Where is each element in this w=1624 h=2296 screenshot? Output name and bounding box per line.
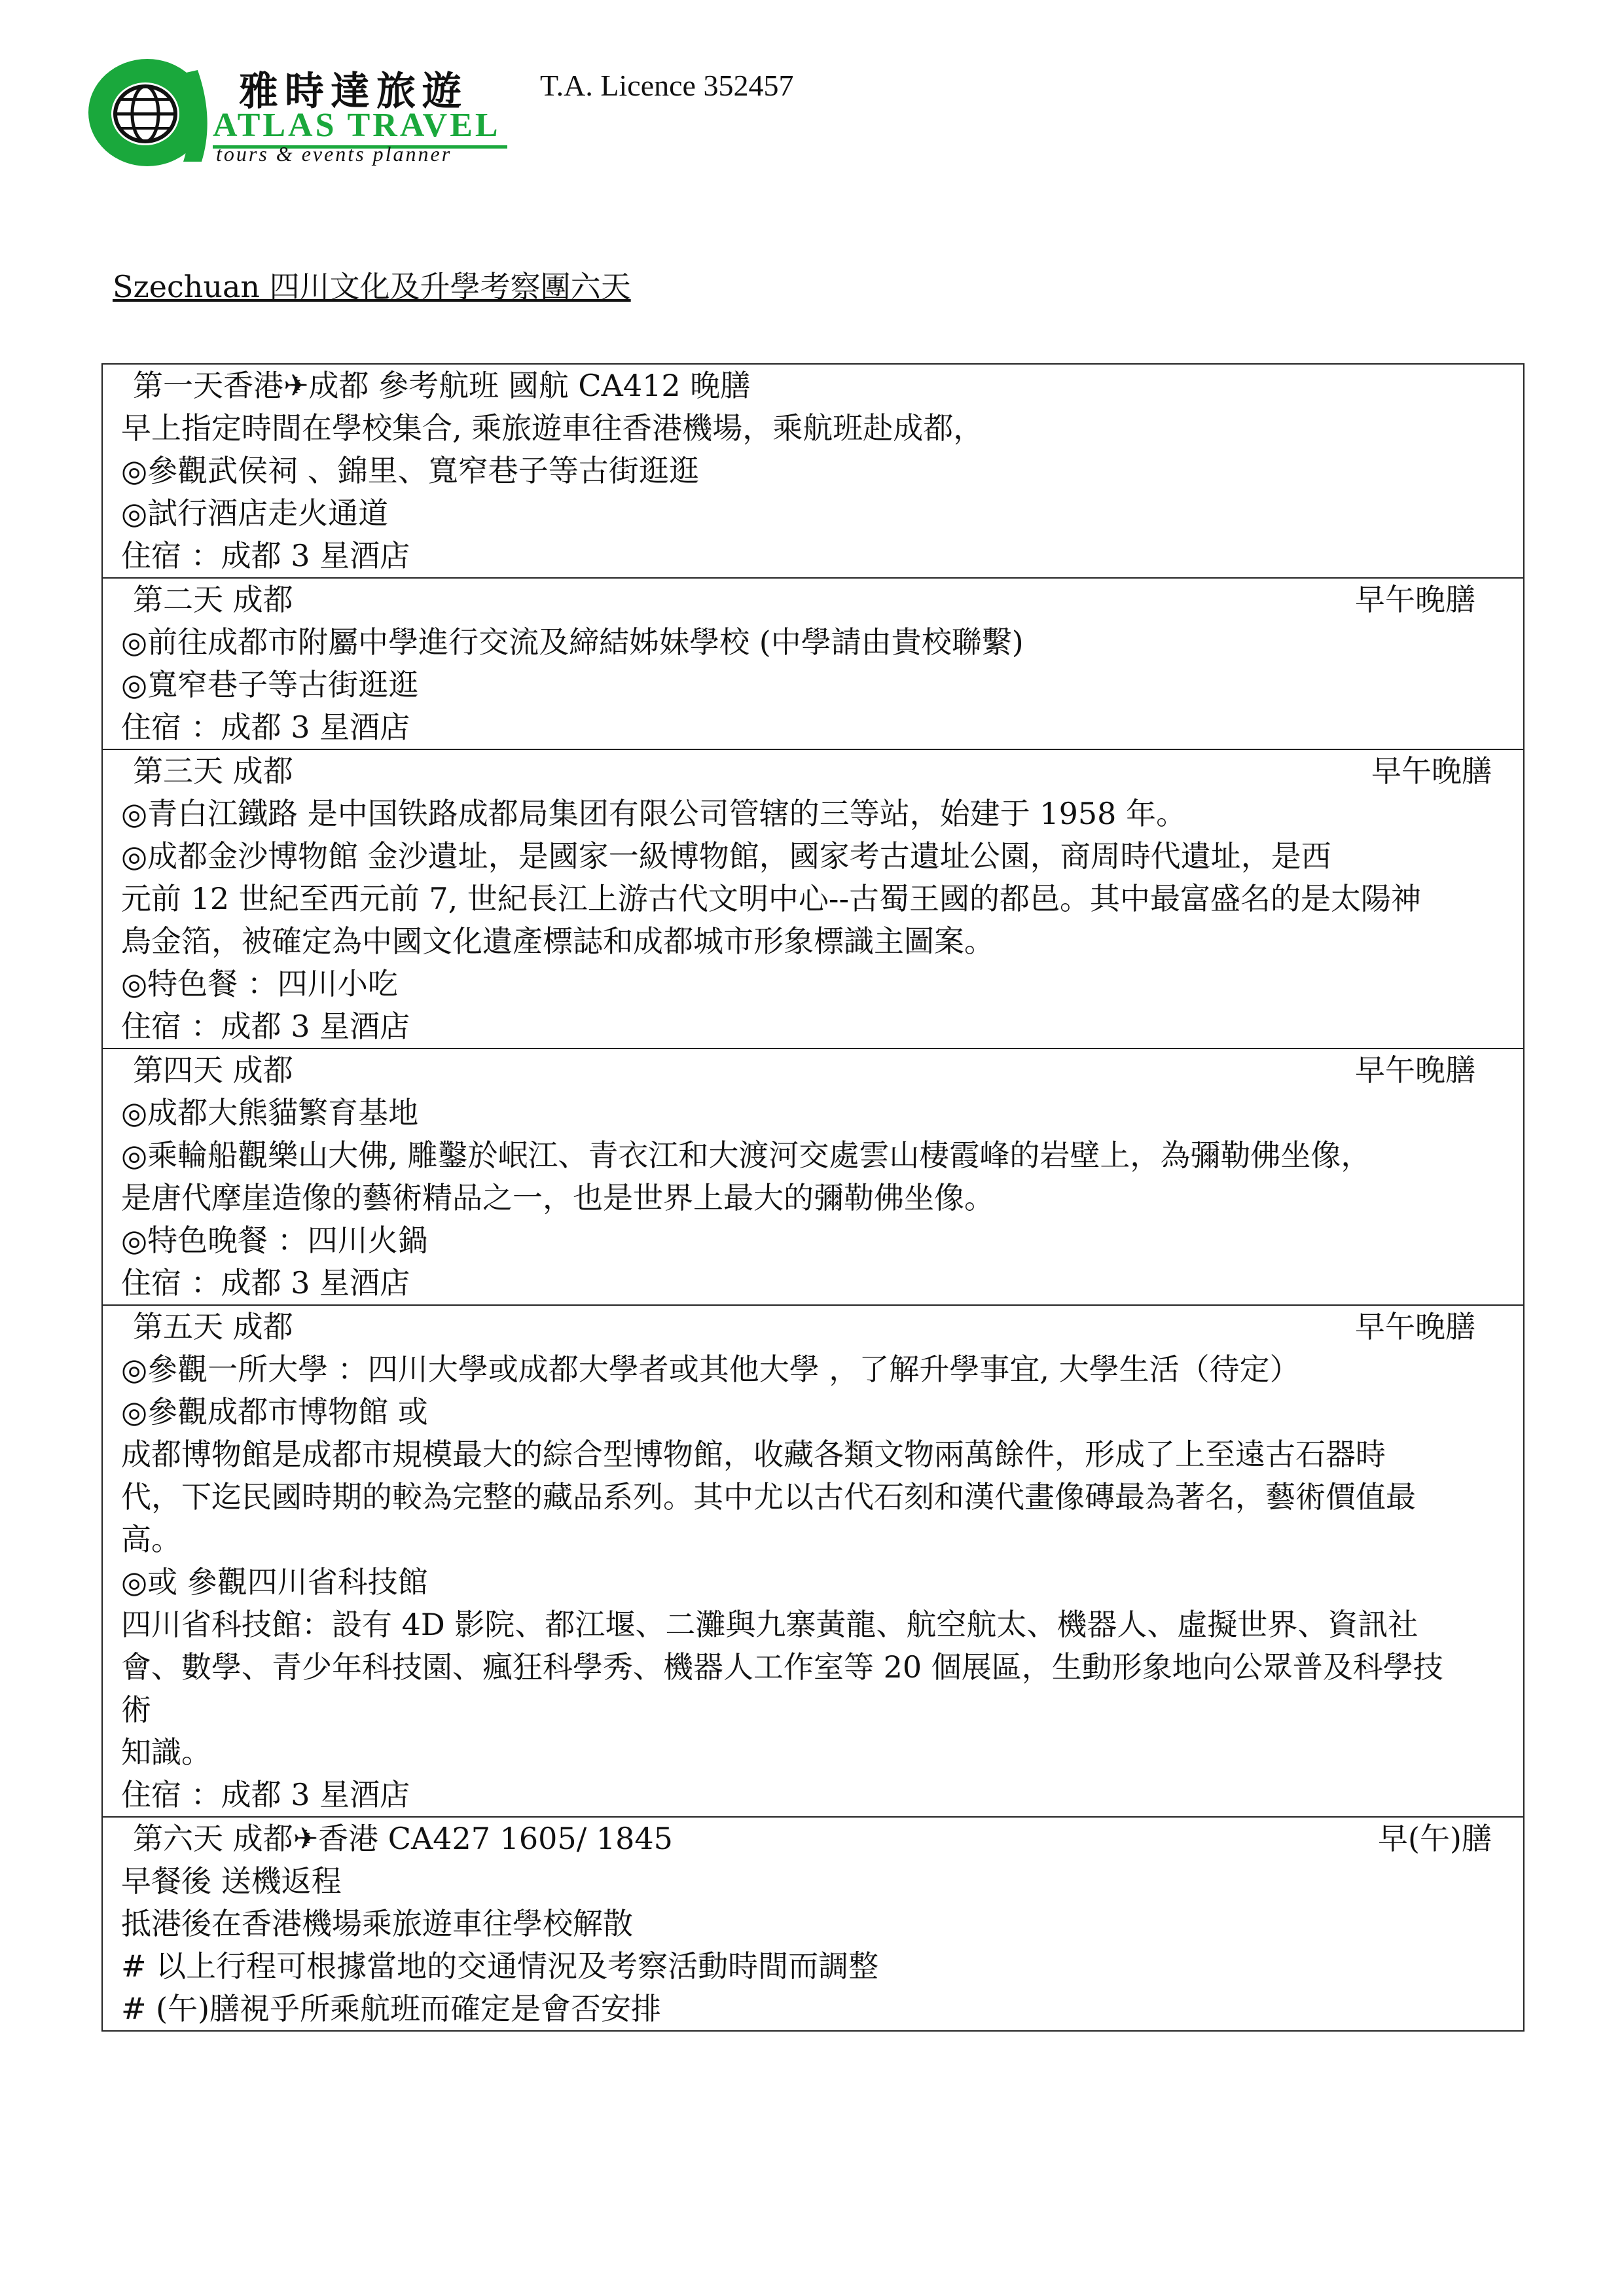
itinerary-line: 鳥金箔，被確定為中國文化遺產標誌和成都城市形象標識主圖案。	[121, 924, 994, 959]
day-1-section	[103, 365, 1523, 577]
accommodation-line: 住宿 ：成都 3 星酒店	[121, 1265, 410, 1300]
company-logo	[85, 54, 501, 171]
day-heading: 第三天 成都	[133, 753, 293, 789]
itinerary-table	[101, 363, 1525, 2032]
itinerary-line: ◎寬窄巷子等古街逛逛	[121, 667, 419, 702]
note-line: # 以上行程可根據當地的交通情況及考察活動時間而調整	[121, 1948, 879, 1984]
note-line: # (午)膳視乎所乘航班而確定是會否安排	[121, 1991, 662, 2026]
day-heading: 第六天 成都✈香港 CA427 1605/ 1845	[133, 1821, 673, 1856]
day-heading: 第五天 成都	[133, 1309, 293, 1344]
itinerary-line: 抵港後在香港機場乘旅遊車往學校解散	[121, 1906, 633, 1941]
accommodation-line: 住宿 ：成都 3 星酒店	[121, 538, 410, 573]
itinerary-line: 成都博物館是成都市規模最大的綜合型博物館，收藏各類文物兩萬餘件，形成了上至遠古石器時	[121, 1437, 1386, 1472]
itinerary-line: 早餐後 送機返程	[121, 1863, 342, 1899]
meals-label: 早午晚膳	[1371, 753, 1492, 789]
itinerary-line: ◎前往成都市附屬中學進行交流及締結姊妹學校 (中學請由貴校聯繫)	[121, 624, 1024, 660]
globe-a-logo-icon	[85, 54, 216, 171]
meals-label: 早(午)膳	[1378, 1821, 1492, 1856]
itinerary-line: 代，下迄民國時期的較為完整的藏品系列。其中尤以古代石刻和漢代畫像磚最為著名，藝術價值最	[121, 1479, 1416, 1515]
itinerary-line: ◎或 參觀四川省科技館	[121, 1564, 428, 1600]
itinerary-line: ◎成都金沙博物館 金沙遺址，是國家一級博物館，國家考古遺址公園，商周時代遺址，是西	[121, 838, 1331, 874]
day-heading: 第四天 成都	[133, 1052, 293, 1088]
itinerary-line: 元前 12 世紀至西元前 7, 世紀長江上游古代文明中心--古蜀王國的都邑。其中最富盛名的是太陽神	[121, 881, 1421, 916]
day-5-section	[103, 1304, 1523, 1816]
itinerary-line: ◎青白江鐵路 是中国铁路成都局集团有限公司管辖的三等站，始建于 1958 年。	[121, 796, 1187, 831]
itinerary-line: ◎成都大熊貓繁育基地	[121, 1095, 419, 1130]
meals-label: 早午晚膳	[1355, 582, 1475, 617]
day-2-section	[103, 577, 1523, 749]
itinerary-line: ◎參觀一所大學 ：四川大學或成都大學者或其他大學 ，了解升學事宜, 大學生活（待定）	[121, 1352, 1300, 1387]
document-title: Szechuan 四川文化及升學考察團六天	[113, 269, 631, 304]
itinerary-line: 知識。	[121, 1734, 211, 1770]
day-heading: 第二天 成都	[133, 582, 293, 617]
itinerary-line: 術	[121, 1692, 151, 1727]
itinerary-line: 會、數學、青少年科技園、瘋狂科學秀、機器人工作室等 20 個展區，生動形象地向公眾普及科學技	[121, 1649, 1443, 1685]
itinerary-line: ◎特色餐 ：四川小吃	[121, 966, 398, 1001]
itinerary-line: 是唐代摩崖造像的藝術精品之一，也是世界上最大的彌勒佛坐像。	[121, 1180, 994, 1215]
day-3-section	[103, 749, 1523, 1048]
itinerary-line: ◎特色晚餐 ：四川火鍋	[121, 1223, 428, 1258]
accommodation-line: 住宿 ：成都 3 星酒店	[121, 1777, 410, 1812]
itinerary-line: ◎乘輪船觀樂山大佛, 雕鑿於岷江、青衣江和大渡河交處雲山棲霞峰的岩壁上，為彌勒佛坐像，	[121, 1138, 1371, 1173]
itinerary-line: 四川省科技館：設有 4D 影院、都江堰、二灘與九寨黃龍、航空航太、機器人、虛擬世界、資訊社	[121, 1607, 1418, 1642]
accommodation-line: 住宿 ：成都 3 星酒店	[121, 1009, 410, 1044]
itinerary-line: 早上指定時間在學校集合, 乘旅遊車往香港機場，乘航班赴成都，	[121, 410, 984, 446]
day-6-section	[103, 1816, 1523, 2030]
accommodation-line: 住宿 ：成都 3 星酒店	[121, 709, 410, 745]
brand-chinese-name: 雅時達旅遊	[239, 69, 468, 115]
brand-english-name: ATLAS TRAVEL	[213, 106, 507, 149]
day-heading: 第一天香港✈成都 參考航班 國航 CA412 晚膳	[133, 368, 751, 403]
itinerary-line: ◎參觀成都市博物館 或	[121, 1394, 428, 1429]
itinerary-line: ◎參觀武侯祠 、錦里、寬窄巷子等古街逛逛	[121, 453, 699, 488]
itinerary-line: ◎試行酒店走火通道	[121, 495, 389, 531]
licence-number: T.A. Licence 352457	[540, 69, 794, 102]
brand-tagline: tours & events planner	[216, 142, 452, 166]
meals-label: 早午晚膳	[1355, 1309, 1475, 1344]
meals-label: 早午晚膳	[1355, 1052, 1475, 1088]
itinerary-line: 高。	[121, 1522, 181, 1557]
day-4-section	[103, 1048, 1523, 1304]
